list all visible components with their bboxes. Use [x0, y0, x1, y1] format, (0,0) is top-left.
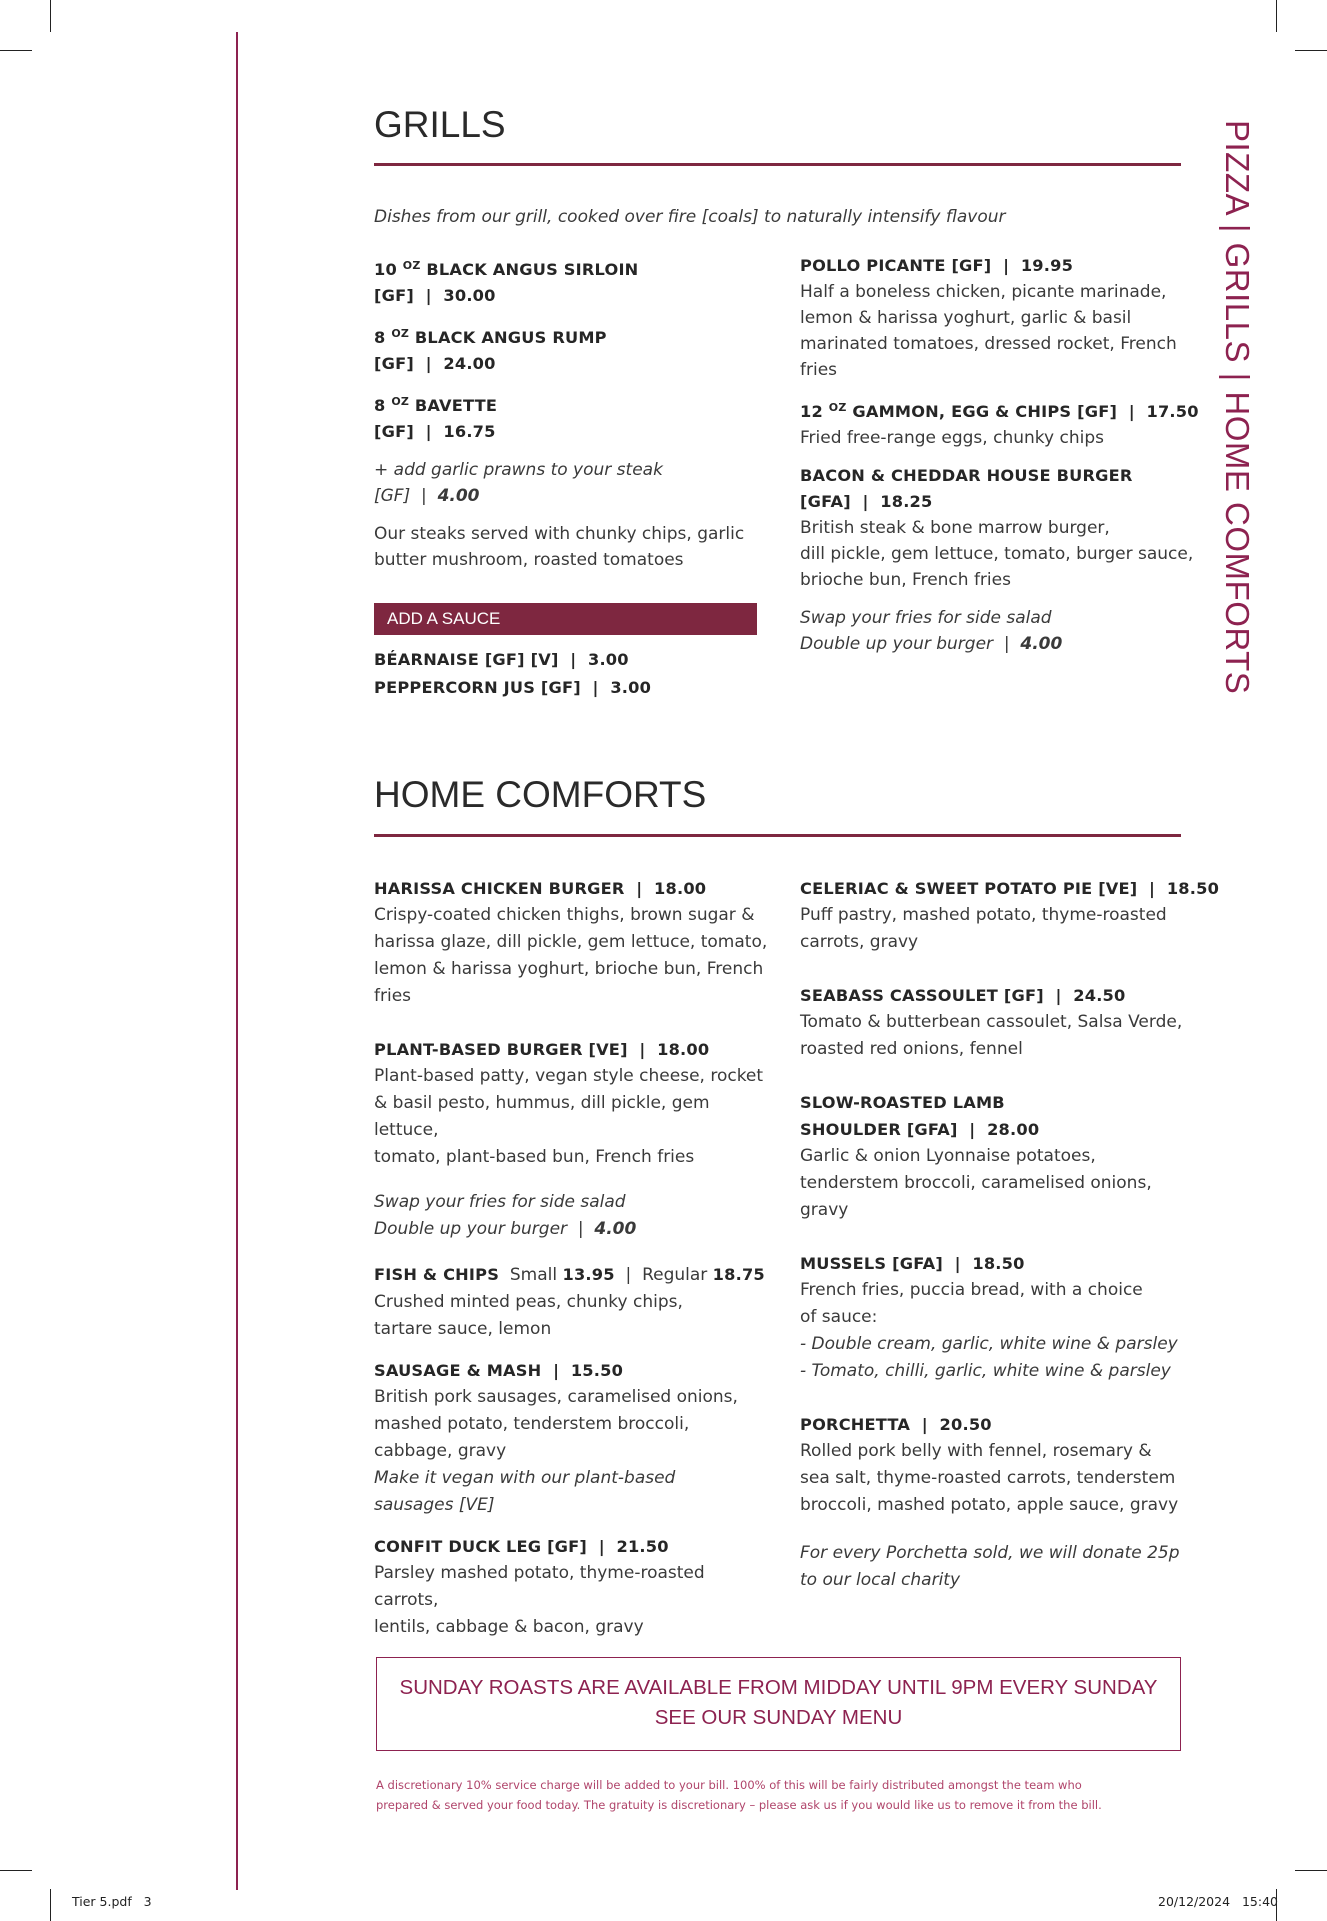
print-footer-left: Tier 5.pdf 3: [72, 1894, 152, 1909]
porchetta-desc: Rolled pork belly with fennel, rosemary &: [800, 1441, 1152, 1461]
menu-item-mussels: MUSSELS [GFA] | 18.50: [800, 1254, 1025, 1273]
home-comforts-title: HOME COMFORTS: [374, 774, 707, 815]
menu-item-celeriac-pie: CELERIAC & SWEET POTATO PIE [VE] | 18.50: [800, 879, 1220, 898]
lamb-desc: Garlic & onion Lyonnaise potatoes,: [800, 1146, 1096, 1166]
footnote-line: prepared & served your food today. The gratuity is discretionary – please ask us if you would like us to remove it from the bill.: [376, 1798, 1102, 1812]
sunday-roast-banner: [376, 1657, 1181, 1751]
menu-item-bacon-burger: BACON & CHEDDAR HOUSE BURGER: [800, 466, 1133, 485]
service-charge-footnote: [376, 1775, 1186, 1815]
mussels-sauce-option: - Double cream, garlic, white wine & parsley: [800, 1334, 1178, 1354]
sauce-item: PEPPERCORN JUS [GF] | 3.00: [374, 678, 652, 697]
menu-item-plant-burger: PLANT-BASED BURGER [VE] | 18.00: [374, 1040, 710, 1059]
home-comforts-rule: [374, 834, 1181, 837]
pollo-desc: marinated tomatoes, dressed rocket, French fries: [800, 334, 1177, 380]
plant-desc: & basil pesto, hummus, dill pickle, gem lettuce,: [374, 1093, 710, 1140]
swap-note: Swap your fries for side salad: [374, 1192, 626, 1212]
mussels-sauce-option: - Tomato, chilli, garlic, white wine & parsley: [800, 1361, 1171, 1381]
bacon-burger-desc: brioche bun, French fries: [800, 570, 1011, 590]
seabass-desc: Tomato & butterbean cassoulet, Salsa Verde,: [800, 1012, 1183, 1032]
seabass-desc: roasted red onions, fennel: [800, 1039, 1023, 1059]
celeriac-desc: carrots, gravy: [800, 932, 919, 952]
menu-item-sirloin: 10 $^{OZ}$ BLACK ANGUS SIRLOIN: [374, 259, 639, 279]
menu-item-fish-chips: FISH & CHIPS Small 13.95 | Regular 18.75: [374, 1265, 765, 1285]
menu-item-lamb: SLOW-ROASTED LAMB: [800, 1093, 1005, 1112]
grills-intro: Dishes from our grill, cooked over fire [coals] to naturally intensify flavour: [374, 207, 1006, 227]
menu-item-bavette: 8 $^{OZ}$ BAVETTE: [374, 395, 498, 415]
crop-mark: [0, 1870, 32, 1871]
mussels-desc: of sauce:: [800, 1307, 878, 1327]
steaks-note: Our steaks served with chunky chips, garlic: [374, 524, 745, 544]
plant-desc: tomato, plant-based bun, French fries: [374, 1147, 695, 1167]
sausage-vegan-note: Make it vegan with our plant-based: [374, 1468, 676, 1488]
duck-desc: lentils, cabbage & bacon, gravy: [374, 1617, 644, 1637]
home-left-column: [374, 875, 774, 1641]
banner-line: SUNDAY ROASTS ARE AVAILABLE FROM MIDDAY UNTIL 9PM EVERY SUNDAY: [399, 1676, 1158, 1699]
harissa-desc: harissa glaze, dill pickle, gem lettuce, tomato,: [374, 932, 768, 952]
side-title-text: PIZZA | GRILLS | HOME COMFORTS: [1219, 120, 1256, 695]
porchetta-charity-note: For every Porchetta sold, we will donate 25p: [800, 1543, 1180, 1563]
bacon-burger-desc: dill pickle, gem lettuce, tomato, burger sauce,: [800, 544, 1194, 564]
fish-desc: tartare sauce, lemon: [374, 1319, 552, 1339]
grills-rule: [374, 163, 1181, 166]
bavette-price: [GF] | 16.75: [374, 422, 496, 441]
menu-item-harissa-burger: HARISSA CHICKEN BURGER | 18.00: [374, 879, 707, 898]
bacon-burger-price: [GFA] | 18.25: [800, 492, 933, 511]
sausage-desc: British pork sausages, caramelised onions,: [374, 1387, 738, 1407]
crop-mark: [1295, 1870, 1327, 1871]
home-right-column: [800, 875, 1220, 1594]
prawns-price: [GF] | 4.00: [374, 486, 480, 506]
crop-mark: [50, 1889, 51, 1921]
mussels-desc: French fries, puccia bread, with a choice: [800, 1280, 1143, 1300]
side-section-title: [1218, 120, 1258, 720]
banner-line: SEE OUR SUNDAY MENU: [654, 1706, 903, 1729]
double-up-note: Double up your burger | 4.00: [800, 634, 1063, 654]
menu-item-rump: 8 $^{OZ}$ BLACK ANGUS RUMP: [374, 327, 607, 347]
prawns-addon: + add garlic prawns to your steak: [374, 460, 663, 480]
lamb-desc: tenderstem broccoli, caramelised onions, gravy: [800, 1173, 1152, 1220]
sauce-list: [374, 646, 764, 702]
crop-mark: [50, 0, 51, 32]
menu-item-pollo: POLLO PICANTE [GF] | 19.95: [800, 256, 1074, 275]
crop-mark: [0, 50, 32, 51]
sausage-desc: mashed potato, tenderstem broccoli,: [374, 1414, 690, 1434]
plant-desc: Plant-based patty, vegan style cheese, rocket: [374, 1066, 764, 1086]
menu-item-porchetta: PORCHETTA | 20.50: [800, 1415, 992, 1434]
pollo-desc: lemon & harissa yoghurt, garlic & basil: [800, 308, 1132, 328]
steaks-note: butter mushroom, roasted tomatoes: [374, 550, 684, 570]
harissa-desc: Crispy-coated chicken thighs, brown sugar &: [374, 905, 755, 925]
print-footer-right: 20/12/2024 15:40: [1158, 1894, 1278, 1909]
menu-item-duck-leg: CONFIT DUCK LEG [GF] | 21.50: [374, 1537, 669, 1556]
pollo-desc: Half a boneless chicken, picante marinade,: [800, 282, 1167, 302]
menu-item-seabass: SEABASS CASSOULET [GF] | 24.50: [800, 986, 1126, 1005]
sauce-item: BÉARNAISE [GF] [V] | 3.00: [374, 650, 629, 669]
celeriac-desc: Puff pastry, mashed potato, thyme-roasted: [800, 905, 1167, 925]
duck-desc: Parsley mashed potato, thyme-roasted carrots,: [374, 1563, 705, 1610]
grills-left-column: [374, 253, 764, 573]
menu-item-gammon: 12 $^{OZ}$ GAMMON, EGG & CHIPS [GF] | 17.50: [800, 401, 1199, 421]
double-up-note: Double up your burger | 4.00: [374, 1219, 637, 1239]
footnote-line: A discretionary 10% service charge will be added to your bill. 100% of this will be fairly distributed amongst the team who: [376, 1778, 1082, 1792]
sirloin-price: [GF] | 30.00: [374, 286, 496, 305]
porchetta-desc: sea salt, thyme-roasted carrots, tenderstem: [800, 1468, 1176, 1488]
swap-note: Swap your fries for side salad: [800, 608, 1052, 628]
left-accent-line: [236, 32, 238, 1890]
crop-mark: [1295, 50, 1327, 51]
porchetta-desc: broccoli, mashed potato, apple sauce, gravy: [800, 1495, 1179, 1515]
crop-mark: [1276, 0, 1277, 32]
grills-right-column: [800, 253, 1200, 657]
fish-desc: Crushed minted peas, chunky chips,: [374, 1292, 683, 1312]
menu-item-sausage-mash: SAUSAGE & MASH | 15.50: [374, 1361, 624, 1380]
harissa-desc: lemon & harissa yoghurt, brioche bun, French fries: [374, 959, 764, 1006]
sausage-vegan-note: sausages [VE]: [374, 1495, 495, 1515]
add-sauce-heading: ADD A SAUCE: [374, 603, 757, 635]
lamb-price: SHOULDER [GFA] | 28.00: [800, 1120, 1040, 1139]
rump-price: [GF] | 24.00: [374, 354, 496, 373]
porchetta-charity-note: to our local charity: [800, 1570, 961, 1590]
bacon-burger-desc: British steak & bone marrow burger,: [800, 518, 1110, 538]
grills-title: GRILLS: [374, 104, 506, 145]
gammon-desc: Fried free-range eggs, chunky chips: [800, 428, 1104, 448]
sausage-desc: cabbage, gravy: [374, 1441, 507, 1461]
